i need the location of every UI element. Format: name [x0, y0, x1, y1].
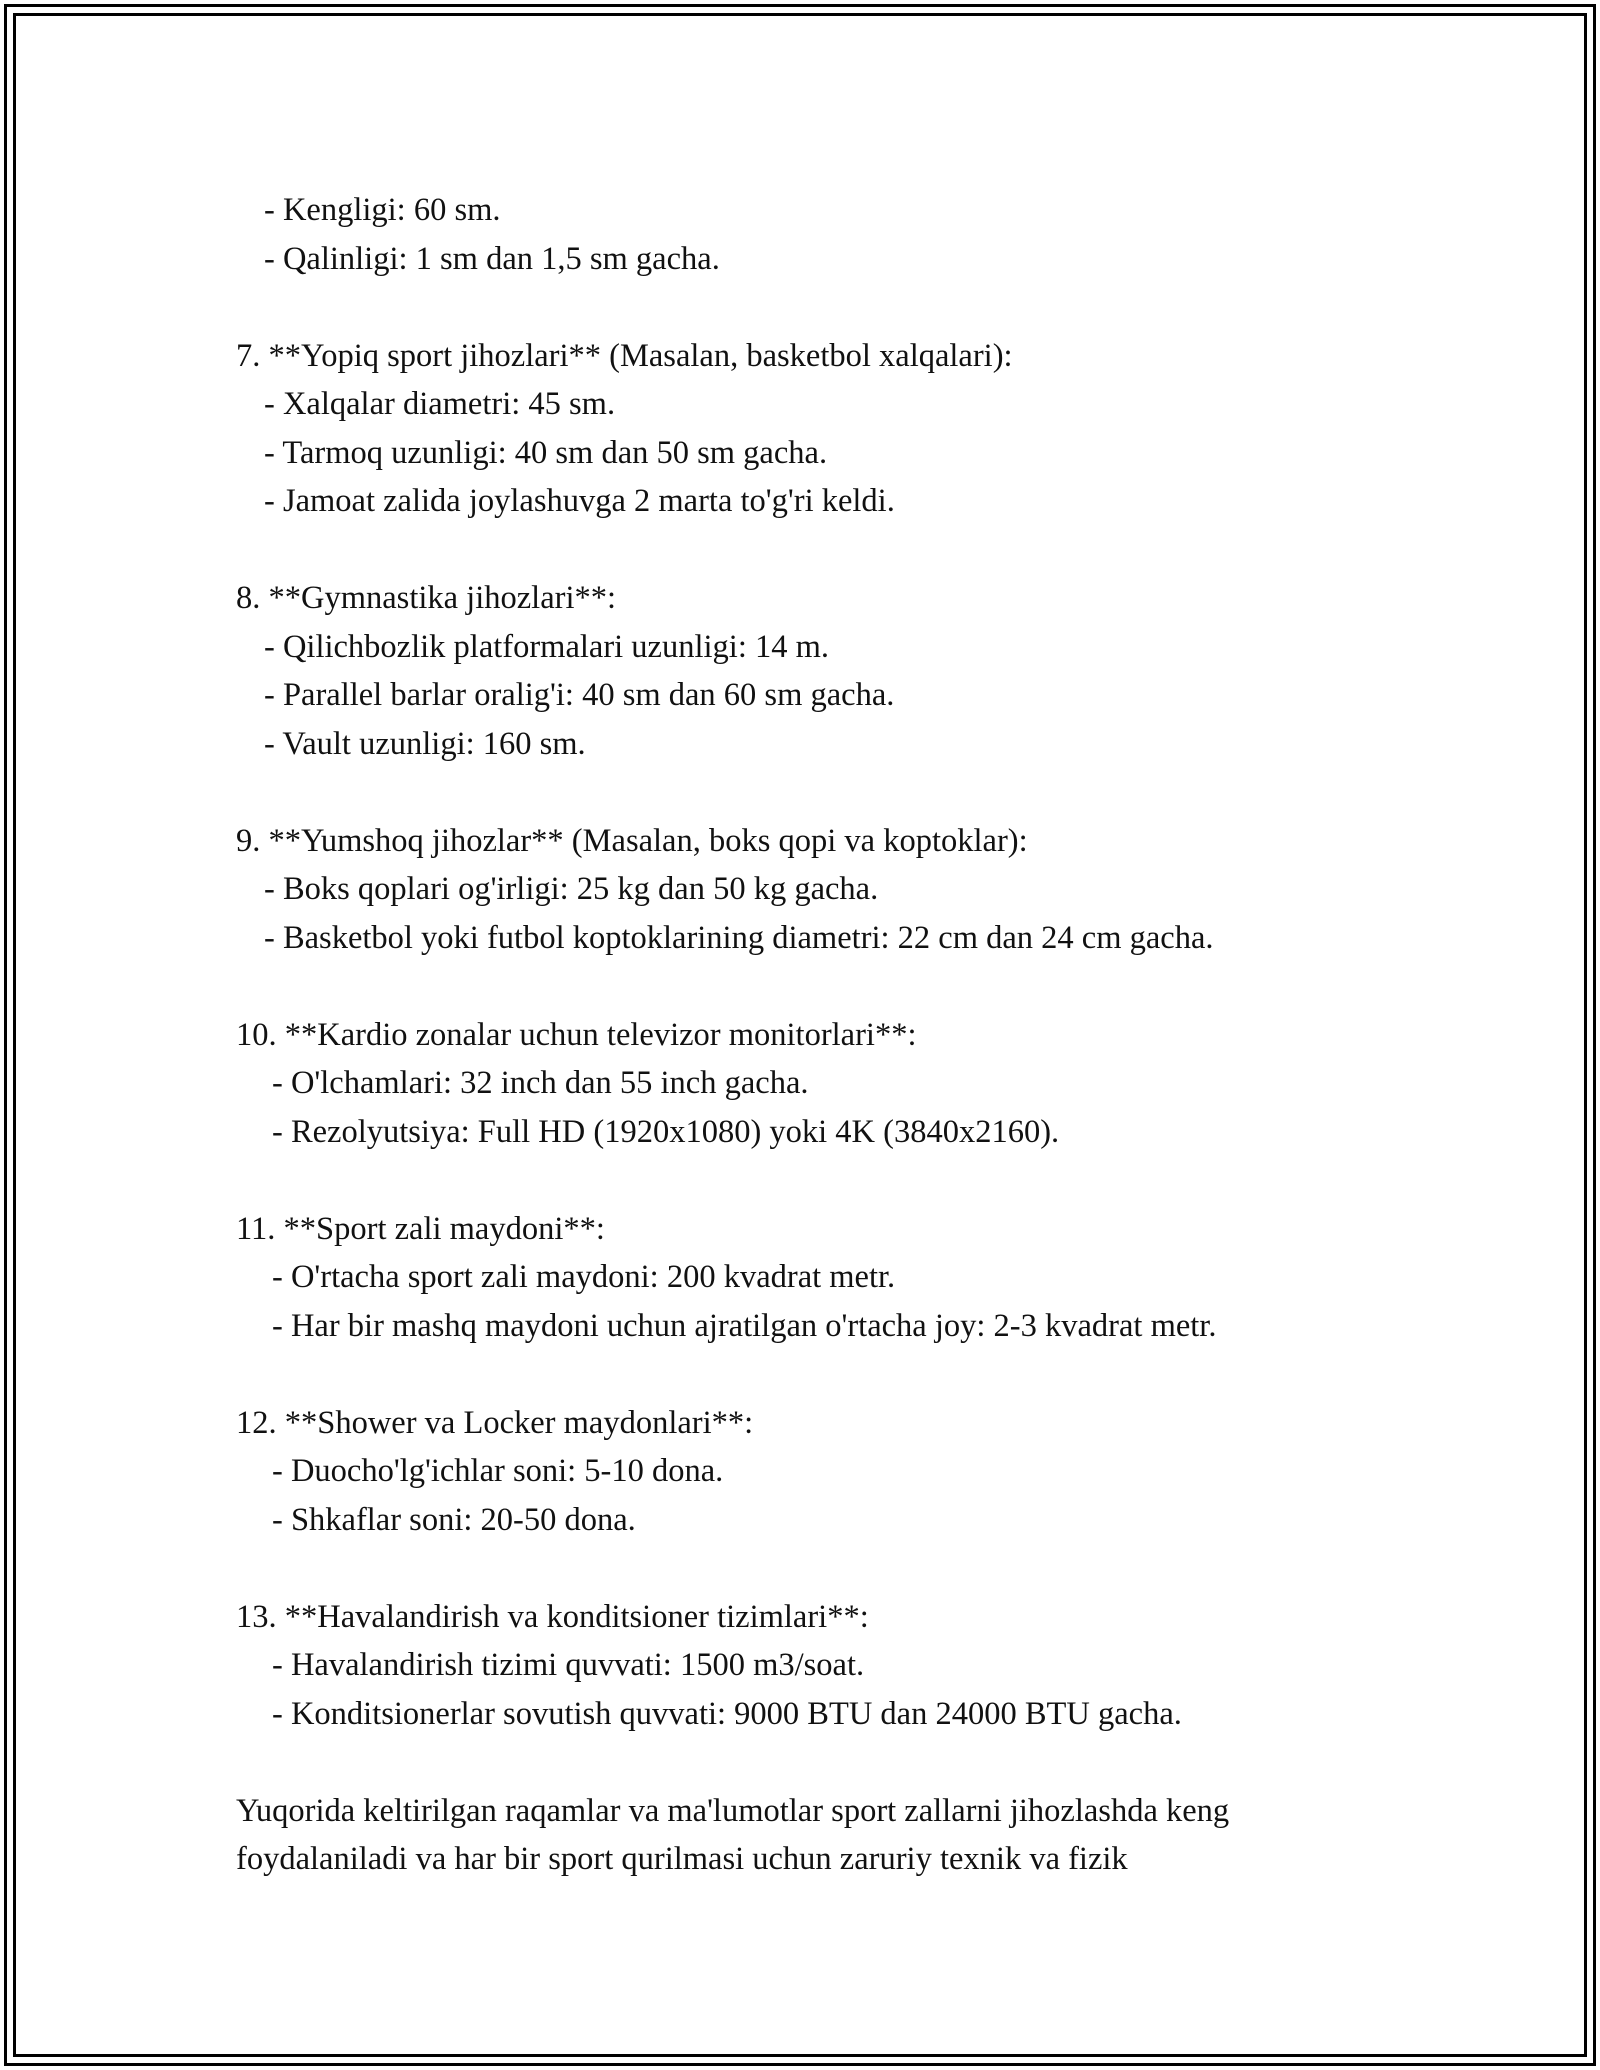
blank-line: [236, 283, 1386, 332]
blank-line: [236, 1350, 1386, 1399]
list-item: - Vault uzunligi: 160 sm.: [264, 725, 586, 762]
blank-line: [236, 768, 1386, 817]
text-line: 10. **Kardio zonalar uchun televizor monitorlari**:: [236, 1016, 917, 1053]
blank-line: [236, 962, 1386, 1011]
list-item: - Shkaflar soni: 20-50 dona.: [272, 1501, 636, 1538]
text-line: 8. **Gymnastika jihozlari**:: [236, 580, 617, 616]
list-item: - Jamoat zalida joylashuvga 2 marta to'g'ri keldi.: [264, 483, 895, 519]
text-line: 13. **Havalandirish va konditsioner tizimlari**:: [236, 1598, 869, 1635]
document-body: [236, 186, 1386, 1884]
list-item: - Boks qoplari og'irligi: 25 kg dan 50 kg gacha.: [264, 871, 879, 907]
list-item: - Har bir mashq maydoni uchun ajratilgan o'rtacha joy: 2-3 kvadrat metr.: [272, 1307, 1217, 1344]
list-item: - Havalandirish tizimi quvvati: 1500 m3/soat.: [272, 1647, 865, 1683]
list-item: - Rezolyutsiya: Full HD (1920x1080) yoki 4K (3840x2160).: [272, 1113, 1060, 1150]
blank-line: [236, 1156, 1386, 1205]
list-item: - Xalqalar diametri: 45 sm.: [264, 386, 616, 422]
list-item: - Parallel barlar oralig'i: 40 sm dan 60 sm gacha.: [264, 677, 895, 713]
list-item: - Tarmoq uzunligi: 40 sm dan 50 sm gacha.: [264, 434, 828, 471]
text-line: 7. **Yopiq sport jihozlari** (Masalan, basketbol xalqalari):: [236, 337, 1013, 374]
blank-line: [236, 526, 1386, 575]
blank-line: [236, 1544, 1386, 1593]
list-item: - Qilichbozlik platformalari uzunligi: 14 m.: [264, 628, 830, 665]
list-item: - Qalinligi: 1 sm dan 1,5 sm gacha.: [264, 240, 720, 277]
text-line: 12. **Shower va Locker maydonlari**:: [236, 1404, 754, 1441]
text-line: foydalaniladi va har bir sport qurilmasi uchun zaruriy texnik va fizik: [236, 1841, 1128, 1877]
text-line: 9. **Yumshoq jihozlar** (Masalan, boks qopi va koptoklar):: [236, 822, 1028, 859]
list-item: - Konditsionerlar sovutish quvvati: 9000 BTU dan 24000 BTU gacha.: [272, 1695, 1182, 1732]
text-line: 11. **Sport zali maydoni**:: [236, 1210, 605, 1247]
blank-line: [236, 1738, 1386, 1787]
list-item: - Basketbol yoki futbol koptoklarining diametri: 22 cm dan 24 cm gacha.: [264, 919, 1214, 956]
list-item: - O'lchamlari: 32 inch dan 55 inch gacha.: [272, 1065, 809, 1101]
list-item: - O'rtacha sport zali maydoni: 200 kvadrat metr.: [272, 1259, 896, 1295]
list-item: - Kengligi: 60 sm.: [264, 192, 501, 228]
text-line: Yuqorida keltirilgan raqamlar va ma'lumotlar sport zallarni jihozlashda keng: [236, 1792, 1230, 1829]
list-item: - Duocho'lg'ichlar soni: 5-10 dona.: [272, 1453, 724, 1489]
